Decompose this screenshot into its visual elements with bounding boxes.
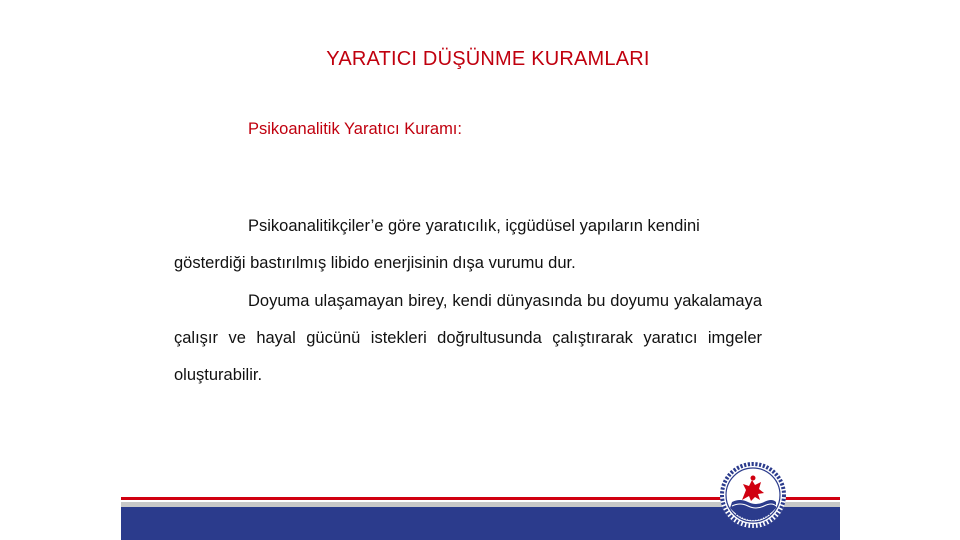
body-paragraph-1: Psikoanalitikçiler’e göre yaratıcılık, içgüdüsel yapıların kendini gösterdiği bastırılmış libido enerjisinin dışa vurumu dur. [174, 217, 700, 272]
body-paragraph-2: Doyuma ulaşamayan birey, kendi dünyasında bu doyumu yakalamaya çalışır ve hayal gücünü istekleri doğrultusunda çalıştırarak yaratıcı imgeler oluşturabilir. [174, 292, 762, 384]
university-seal-icon [718, 460, 788, 530]
section-subtitle: Psikoanalitik Yaratıcı Kuramı: [248, 120, 462, 138]
slide-title: YARATICI DÜŞÜNME KURAMLARI [326, 48, 650, 70]
